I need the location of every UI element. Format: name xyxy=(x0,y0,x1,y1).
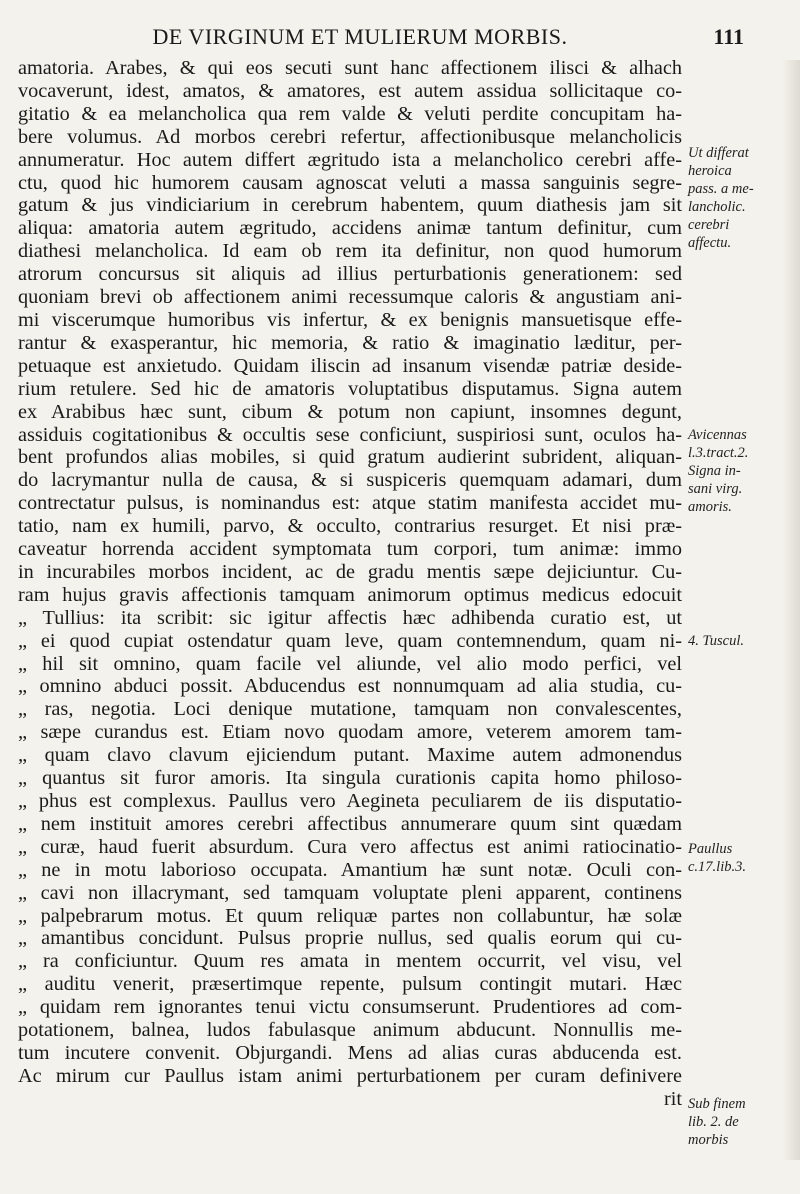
text-line: amatoria. Arabes, & qui eos secuti sunt hanc affectionem ilisci & alhach xyxy=(18,57,682,79)
text-line: atrorum concursus sit aliquis ad illius perturbationis generationem: sed xyxy=(18,263,682,286)
text-line: quoniam brevi ob affectionem animi recessumque caloris & angustiam ani- xyxy=(18,286,682,309)
text-line: „ hil sit omnino, quam facile vel aliunde, vel alio modo perfici, vel xyxy=(18,652,682,675)
text-line: bent profundos alias mobiles, si quid gratum audierint subrident, aliquan- xyxy=(18,446,682,469)
margin-note-line: lib. 2. de xyxy=(688,1114,739,1130)
text-line: Ac mirum cur Paullus istam animi perturbationem per curam definivere xyxy=(18,1064,682,1087)
margin-note-line: affectu. xyxy=(688,235,732,251)
text-line: annumeratur. Hoc autem differt ægritudo ista a melancholico cerebri affe- xyxy=(18,148,682,171)
text-line: in incurabiles morbos incident, ac de gradu mentis sæpe dejiciuntur. Cu- xyxy=(18,560,682,583)
page-header xyxy=(0,22,800,52)
margin-note-line: morbis xyxy=(688,1132,729,1148)
text-line: „ nem instituit amores cerebri affectibus annumerare quum sint quædam xyxy=(18,812,682,835)
text-line: assiduis cogitationibus & occultis sese conficiunt, suspiriosi sunt, oculos ha- xyxy=(18,423,682,446)
text-line: gatum & jus vindiciarium in cerebrum habentem, quum diathesis jam sit xyxy=(18,194,682,217)
text-line: „ ei quod cupiat ostendatur quam leve, quam contemnendum, quam ni- xyxy=(18,629,682,652)
text-line: petuaque est anxietudo. Quidam iliscin ad insanum visendæ patriæ deside- xyxy=(18,354,682,377)
running-head: DE VIRGINUM ET MULIERUM MORBIS. xyxy=(152,24,568,49)
page-number: 111 xyxy=(713,24,744,49)
text-line: ctu, quod hic humorem causam agnoscat veluti a massa sanguinis segre- xyxy=(18,171,682,194)
margin-note-line: c.17.lib.3. xyxy=(688,859,746,875)
text-line: diathesi melancholica. Id eam ob rem ita definitur, non quod humorum xyxy=(18,240,682,263)
margin-note-line: pass. a me- xyxy=(688,181,754,197)
text-line: „ curæ, haud fuerit absurdum. Cura vero affectus est animi ratiocinatio- xyxy=(18,835,682,858)
margin-note-line: lancholic. xyxy=(688,199,746,215)
margin-note-line: heroica xyxy=(688,163,732,179)
text-line: mi viscerumque humoribus vis infertur, & ex benignis mansuetisque effe- xyxy=(18,308,682,331)
text-line: tatio, nam ex humili, parvo, & occulto, contrarius resurget. Et nisi præ- xyxy=(18,515,682,538)
text-line: rium retulere. Sed hic de amatoris voluptatibus disputamus. Signa autem xyxy=(18,377,682,400)
text-line: „ cavi non illacrymant, sed tamquam voluptate pleni apparent, continens xyxy=(18,881,682,904)
text-line: „ phus est complexus. Paullus vero Aegineta peculiarem de iis disputatio- xyxy=(18,790,682,812)
text-line: rantur & exasperantur, hic memoria, & ratio & imaginatio læditur, per- xyxy=(18,331,682,354)
text-line: „ Tullius: ita scribit: sic igitur affectis hæc adhibenda curatio est, ut xyxy=(18,606,682,629)
margin-note-line: Sub finem xyxy=(688,1096,746,1112)
margin-note-line: sani virg. xyxy=(688,481,743,497)
text-line: „ auditu venerit, præsertimque repente, pulsum contingit mutari. Hæc xyxy=(18,973,682,996)
text-line: „ ras, negotia. Loci denique mutatione, tamquam non convalescentes, xyxy=(18,698,682,721)
text-line: „ quam clavo clavum ejiciendum putant. Maxime autem admonendus xyxy=(18,744,682,767)
text-line: „ quantus sit furor amoris. Ita singula curationis capita homo philoso- xyxy=(18,767,682,790)
text-line: caveatur horrenda accident symptomata tum corpori, tum animæ: immo xyxy=(18,538,682,561)
margin-note-line: 4. Tuscul. xyxy=(688,633,744,649)
text-line: tum incutere convenit. Objurgandi. Mens ad alias curas abducenda est. xyxy=(18,1041,682,1064)
text-line: „ ne in motu laborioso occupata. Amantium hæ sunt notæ. Oculi con- xyxy=(18,858,682,881)
text-line: contrectatur pulsus, is nominandus est: atque statim manifesta accidet mu- xyxy=(18,492,682,515)
page-edge-shadow xyxy=(782,60,800,1160)
text-line: „ amantibus concidunt. Pulsus proprie nullus, sed qualis eorum qui cu- xyxy=(18,927,682,950)
text-line: gitatio & ea melancholica qua rem valde & veluti perdite concupitam ha- xyxy=(18,102,682,125)
text-line: ram hujus gravis affectionis tamquam animorum optimus medicus edocuit xyxy=(18,583,682,606)
body-text xyxy=(18,57,682,1111)
text-line: vocaverunt, idest, amatos, & amatores, est autem assidua sollicitaque co- xyxy=(18,79,682,102)
margin-note-line: Signa in- xyxy=(688,463,741,479)
margin-note-line: l.3.tract.2. xyxy=(688,445,749,461)
text-line: „ ra conficiuntur. Quum res amata in mentem occurrit, vel visu, vel xyxy=(18,950,682,973)
text-line: rit xyxy=(663,1087,682,1110)
margin-note-line: Ut differat xyxy=(688,145,749,161)
text-line: aliqua: amatoria autem ægritudo, accidens animæ tantum definitur, cum xyxy=(18,217,682,240)
margin-note-line: cerebri xyxy=(688,217,730,233)
text-line: „ omnino abduci possit. Abducendus est nonnumquam ad alia studia, cu- xyxy=(18,675,682,698)
text-line: potationem, balnea, ludos fabulasque animum abducunt. Nonnullis me- xyxy=(18,1019,682,1042)
text-line: bere volumus. Ad morbos cerebri refertur, affectionibusque melancholicis xyxy=(18,125,682,148)
text-line: „ palpebrarum motus. Et quum reliquæ partes non collabuntur, hæ solæ xyxy=(18,904,682,927)
text-line: „ sæpe curandus est. Etiam novo quodam amore, veterem amorem tam- xyxy=(18,721,682,744)
margin-note-line: amoris. xyxy=(688,499,732,515)
text-line: ex Arabibus hæc sunt, cibum & potum non capiunt, insomnes degunt, xyxy=(18,400,682,423)
margin-note-line: Paullus xyxy=(688,841,733,857)
margin-note-line: Avicennas xyxy=(688,427,747,443)
text-line: „ quidam rem ignorantes tenui victu consumserunt. Prudentiores ad com- xyxy=(18,996,682,1019)
text-line: do lacrymantur nulla de causa, & si suspiceris quemquam adamari, dum xyxy=(18,469,682,492)
